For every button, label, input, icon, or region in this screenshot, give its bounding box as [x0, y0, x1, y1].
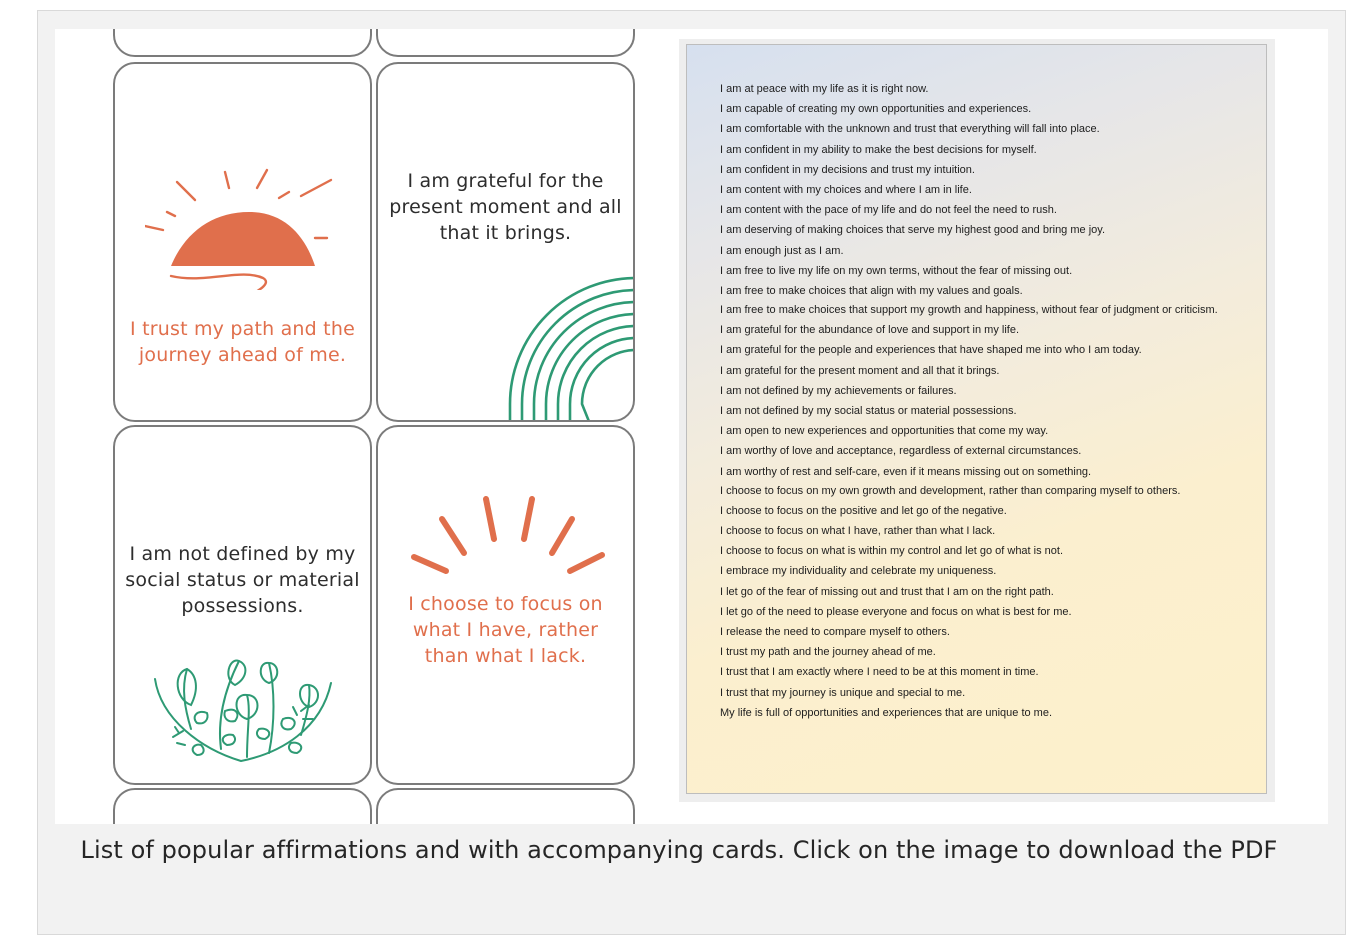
- list-item: I am open to new experiences and opportunities that come my way.: [720, 425, 1049, 438]
- affirmation-card-grateful: [376, 62, 635, 422]
- list-item: I am not defined by my achievements or failures.: [720, 384, 957, 397]
- list-item: I am capable of creating my own opportunities and experiences.: [720, 103, 1032, 116]
- list-item: I am at peace with my life as it is right now.: [720, 83, 929, 95]
- rainbow-arcs-icon: [506, 274, 635, 422]
- list-item: I let go of the need to please everyone and focus on what is best for me.: [720, 605, 1072, 618]
- list-item: I trust my path and the journey ahead of me.: [720, 646, 936, 659]
- list-item: I choose to focus on what I have, rather than what I lack.: [720, 525, 996, 538]
- list-item: I am confident in my ability to make the best decisions for myself.: [720, 143, 1037, 156]
- plant-icon: [151, 649, 341, 769]
- list-item: I am worthy of love and acceptance, regardless of external circumstances.: [720, 445, 1082, 458]
- list-item: I am free to live my life on my own terms, without the fear of missing out.: [720, 264, 1073, 277]
- affirmation-card-not-defined: [113, 425, 372, 785]
- list-item: I release the need to compare myself to others.: [720, 626, 950, 639]
- list-item: I am comfortable with the unknown and trust that everything will fall into place.: [720, 123, 1100, 136]
- list-item: I choose to focus on the positive and let go of the negative.: [720, 504, 1007, 517]
- sunburst-icon: [408, 493, 608, 583]
- list-item: My life is full of opportunities and experiences that are unique to me.: [720, 706, 1053, 719]
- list-item: I am content with the pace of my life and do not feel the need to rush.: [720, 204, 1057, 217]
- card-partial-top-left: [113, 29, 372, 57]
- card-partial-bottom-left: [113, 788, 372, 824]
- list-item: I trust that my journey is unique and special to me.: [720, 686, 966, 699]
- list-item: I let go of the fear of missing out and trust that I am on the right path.: [720, 585, 1054, 598]
- sunrise-icon: [145, 140, 345, 290]
- list-item: I embrace my individuality and celebrate my uniqueness.: [720, 565, 997, 578]
- list-item: I am free to make choices that support my growth and happiness, without fear of judgment or criticism.: [720, 304, 1218, 317]
- list-item: I am grateful for the abundance of love and support in my life.: [720, 324, 1020, 337]
- card-partial-bottom-right: [376, 788, 635, 824]
- affirmation-card-choose-focus: [376, 425, 635, 785]
- card-partial-top-right: [376, 29, 635, 57]
- list-item: I am grateful for the people and experiences that have shaped me into who I am today.: [720, 344, 1142, 357]
- affirmations-list: [720, 79, 1240, 723]
- figure-caption: List of popular affirmations and with accompanying cards. Click on the image to download the PDF: [80, 836, 1278, 864]
- list-item: I trust that I am exactly where I need to be at this moment in time.: [720, 666, 1039, 679]
- card-4-text: I choose to focus on what I have, rather than what I lack.: [408, 593, 603, 667]
- list-item: I am enough just as I am.: [720, 244, 844, 257]
- list-item: I am not defined by my social status or material possessions.: [720, 405, 1017, 418]
- affirmations-document: [686, 44, 1267, 794]
- list-item: I am content with my choices and where I am in life.: [720, 184, 972, 197]
- card-2-text: I am grateful for the present moment and all that it brings.: [389, 170, 622, 244]
- list-item: I am free to make choices that align with my values and goals.: [720, 285, 1023, 298]
- list-item: I am deserving of making choices that serve my highest good and bring me joy.: [720, 224, 1105, 237]
- list-item: I am grateful for the present moment and all that it brings.: [720, 364, 1000, 377]
- affirmation-card-trust-path: [113, 62, 372, 422]
- list-item: I am worthy of rest and self-care, even if it means missing out on something.: [720, 465, 1092, 478]
- list-item: I choose to focus on my own growth and development, rather than comparing myself to others.: [720, 484, 1181, 497]
- card-1-text: I trust my path and the journey ahead of me.: [130, 318, 355, 366]
- list-item: I choose to focus on what is within my control and let go of what is not.: [720, 545, 1064, 558]
- card-3-text: I am not defined by my social status or material possessions.: [125, 543, 360, 617]
- download-pdf-image-link[interactable]: [55, 29, 1328, 824]
- list-item: I am confident in my decisions and trust my intuition.: [720, 163, 975, 176]
